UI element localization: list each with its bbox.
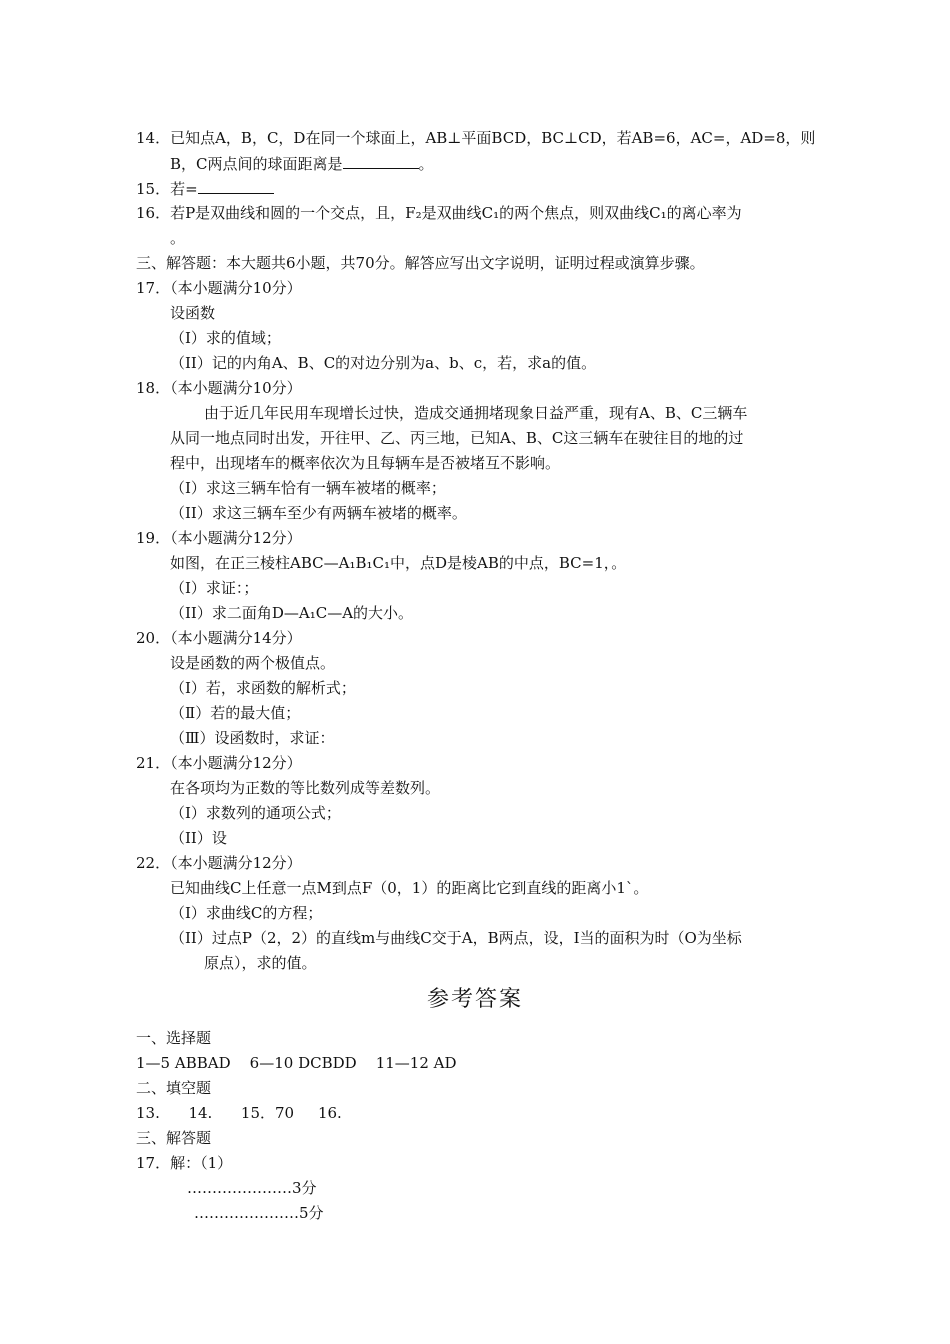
q18-header: 18．（本小题满分10分） [136,379,302,397]
q17-part1: （I）求的值域； [170,329,281,347]
q18-part1: （I）求这三辆车恰有一辆车被堵的概率； [170,479,446,497]
q19-part1: （I）求证：； [170,579,259,597]
q20-header: 20．（本小题满分14分） [136,629,302,647]
q18-text1: 由于近几年民用车现增长过快，造成交通拥堵现象日益严重，现有A、B、C三辆车 [204,404,748,422]
q21-header: 21．（本小题满分12分） [136,754,302,772]
q14-line2: B，C两点间的球面距离是 。 [170,155,434,173]
answers-choice-key: 1—5 ABBAD 6—10 DCBDD 11—12 AD [136,1054,457,1072]
answer-title: 参考答案 [426,987,523,1012]
q16-line1: 16．若P是双曲线和圆的一个交点，且，F₂是双曲线C₁的两个焦点，则双曲线C₁的离心率为 [136,204,742,222]
q20-part2: （Ⅱ）若的最大值； [170,704,301,722]
q19-header: 19．（本小题满分12分） [136,529,302,547]
q16-line2: 。 [170,229,186,247]
answer17-step2: …………………5分 [194,1204,324,1222]
q15-line: 15．若= [136,178,274,199]
q17-header: 17．（本小题满分10分） [136,279,302,297]
answer17-step1: …………………3分 [187,1179,317,1197]
q22-part2-line2: 原点），求的值。 [204,954,317,972]
answer17-start: 17．解：（1） [136,1154,233,1172]
answers-section2: 二、填空题 [136,1079,212,1097]
q20-text: 设是函数的两个极值点。 [170,654,336,672]
q22-header: 22．（本小题满分12分） [136,854,302,872]
q22-text: 已知曲线C上任意一点M到点F（0，1）的距离比它到直线的距离小1`。 [170,879,649,897]
q18-text2: 从同一地点同时出发，开往甲、乙、丙三地，已知A、B、C这三辆车在驶往目的地的过 [170,429,744,447]
q20-part3: （Ⅲ）设函数时，求证： [170,729,335,747]
q19-text: 如图，在正三棱柱ABC—A₁B₁C₁中，点D是棱AB的中点，BC=1，。 [170,554,627,572]
answers-section3: 三、解答题 [136,1129,212,1147]
q22-part1: （I）求曲线C的方程； [170,904,323,922]
q20-part1: （Ⅰ）若，求函数的解析式； [170,679,356,697]
q19-part2: （II）求二面角D—A₁C—A的大小。 [170,604,414,622]
answer-blank [198,178,274,194]
q21-part1: （I）求数列的通项公式； [170,804,341,822]
q18-part2: （II）求这三辆车至少有两辆车被堵的概率。 [170,504,467,522]
answers-fill-key: 13. 14. 15．70 16. [136,1104,342,1122]
q17-part2: （II）记的内角A、B、C的对边分别为a、b、c，若，求a的值。 [170,354,597,372]
q18-text3: 程中，出现堵车的概率依次为且每辆车是否被堵互不影响。 [170,454,561,472]
q21-text: 在各项均为正数的等比数列成等差数列。 [170,779,441,797]
answers-section1: 一、选择题 [136,1029,212,1047]
answer-blank [343,153,419,169]
q21-part2: （II）设 [170,829,227,847]
section3-heading: 三、解答题：本大题共6小题，共70分。解答应写出文字说明，证明过程或演算步骤。 [136,254,705,272]
q17-text: 设函数 [170,304,216,322]
q14-line1: 14．已知点A，B，C，D在同一个球面上，AB⊥平面BCD，BC⊥CD，若AB=6，AC=，AD=8，则 [136,129,816,147]
q22-part2-line1: （II）过点P（2，2）的直线m与曲线C交于A，B两点，设，I当的面积为时（O为坐标 [170,929,742,947]
